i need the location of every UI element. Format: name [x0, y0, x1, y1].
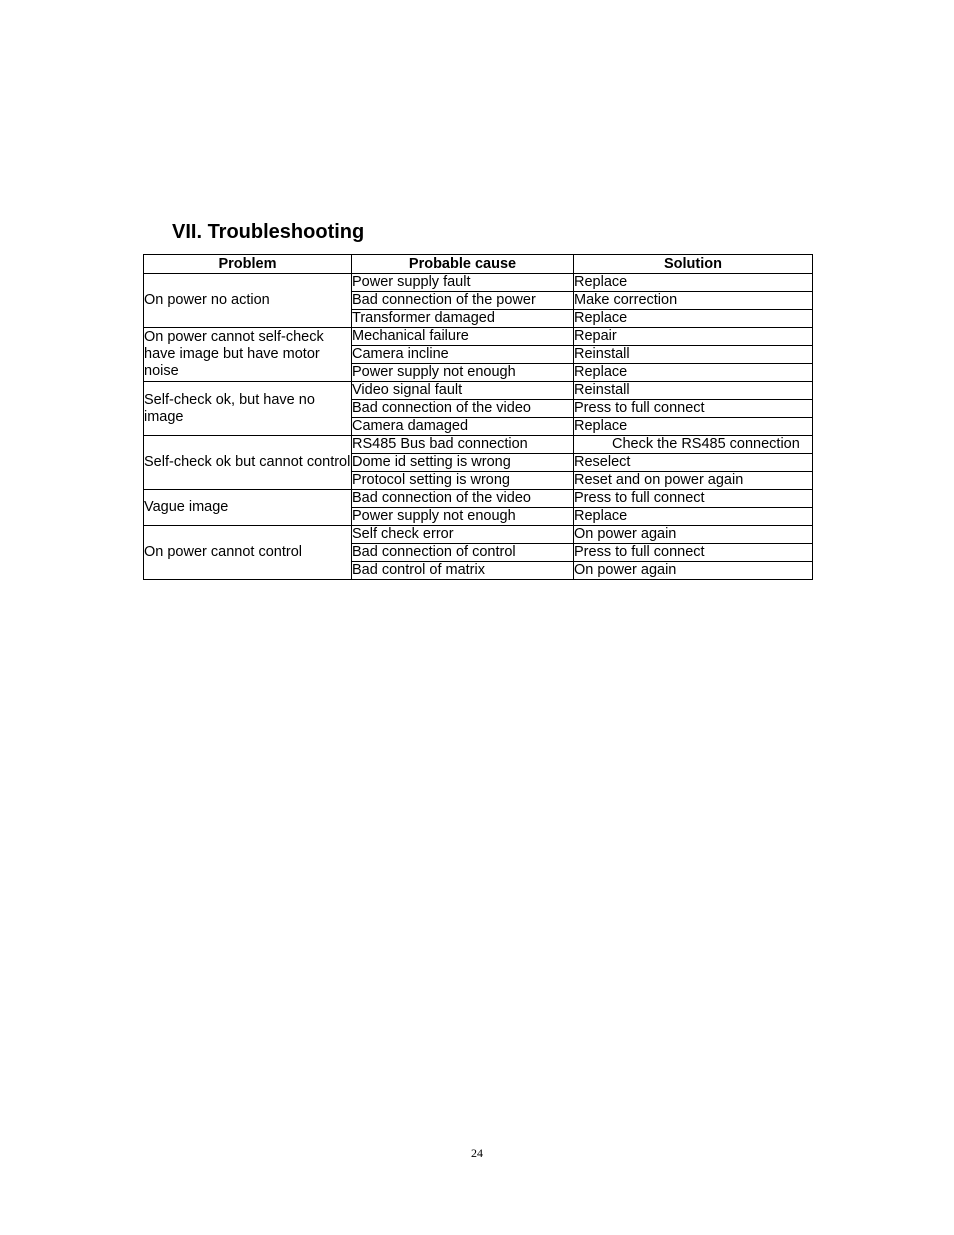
solution-cell: Replace	[574, 364, 813, 382]
solution-cell: Replace	[574, 310, 813, 328]
table-header-row	[144, 255, 813, 274]
table-row	[144, 526, 813, 544]
solution-cell: Repair	[574, 328, 813, 346]
cause-cell: Protocol setting is wrong	[352, 472, 574, 490]
table-row	[144, 490, 813, 508]
problem-cell: On power no action	[144, 274, 352, 328]
solution-cell: Press to full connect	[574, 400, 813, 418]
cause-cell: Bad connection of the video	[352, 400, 574, 418]
solution-cell: Replace	[574, 508, 813, 526]
solution-cell: Make correction	[574, 292, 813, 310]
problem-cell: On power cannot self-check have image but have motor noise	[144, 328, 352, 382]
cause-cell: Mechanical failure	[352, 328, 574, 346]
solution-cell: Replace	[574, 274, 813, 292]
cause-cell: Bad connection of control	[352, 544, 574, 562]
solution-cell: On power again	[574, 526, 813, 544]
cause-cell: RS485 Bus bad connection	[352, 436, 574, 454]
header-problem: Problem	[144, 255, 352, 274]
cause-cell: Power supply not enough	[352, 364, 574, 382]
problem-cell: Vague image	[144, 490, 352, 526]
header-probable-cause: Probable cause	[352, 255, 574, 274]
cause-cell: Bad connection of the power	[352, 292, 574, 310]
cause-cell: Bad connection of the video	[352, 490, 574, 508]
table-row	[144, 436, 813, 454]
problem-cell: Self-check ok, but have no image	[144, 382, 352, 436]
table-row	[144, 328, 813, 346]
cause-cell: Power supply not enough	[352, 508, 574, 526]
cause-cell: Dome id setting is wrong	[352, 454, 574, 472]
cause-cell: Self check error	[352, 526, 574, 544]
table-row	[144, 274, 813, 292]
troubleshooting-table	[143, 254, 813, 580]
cause-cell: Video signal fault	[352, 382, 574, 400]
cause-cell: Camera damaged	[352, 418, 574, 436]
solution-cell: Press to full connect	[574, 490, 813, 508]
cause-cell: Power supply fault	[352, 274, 574, 292]
solution-cell: Replace	[574, 418, 813, 436]
table-row	[144, 382, 813, 400]
cause-cell: Bad control of matrix	[352, 562, 574, 580]
problem-cell: On power cannot control	[144, 526, 352, 580]
solution-cell: Reinstall	[574, 346, 813, 364]
solution-cell: Reset and on power again	[574, 472, 813, 490]
solution-cell: Reinstall	[574, 382, 813, 400]
solution-cell: Press to full connect	[574, 544, 813, 562]
cause-cell: Camera incline	[352, 346, 574, 364]
solution-cell: On power again	[574, 562, 813, 580]
header-solution: Solution	[574, 255, 813, 274]
cause-cell: Transformer damaged	[352, 310, 574, 328]
problem-cell: Self-check ok but cannot control	[144, 436, 352, 490]
page-number: 24	[471, 1146, 483, 1160]
section-title: VII. Troubleshooting	[172, 221, 365, 243]
solution-cell: Check the RS485 connection	[574, 436, 813, 454]
solution-cell: Reselect	[574, 454, 813, 472]
